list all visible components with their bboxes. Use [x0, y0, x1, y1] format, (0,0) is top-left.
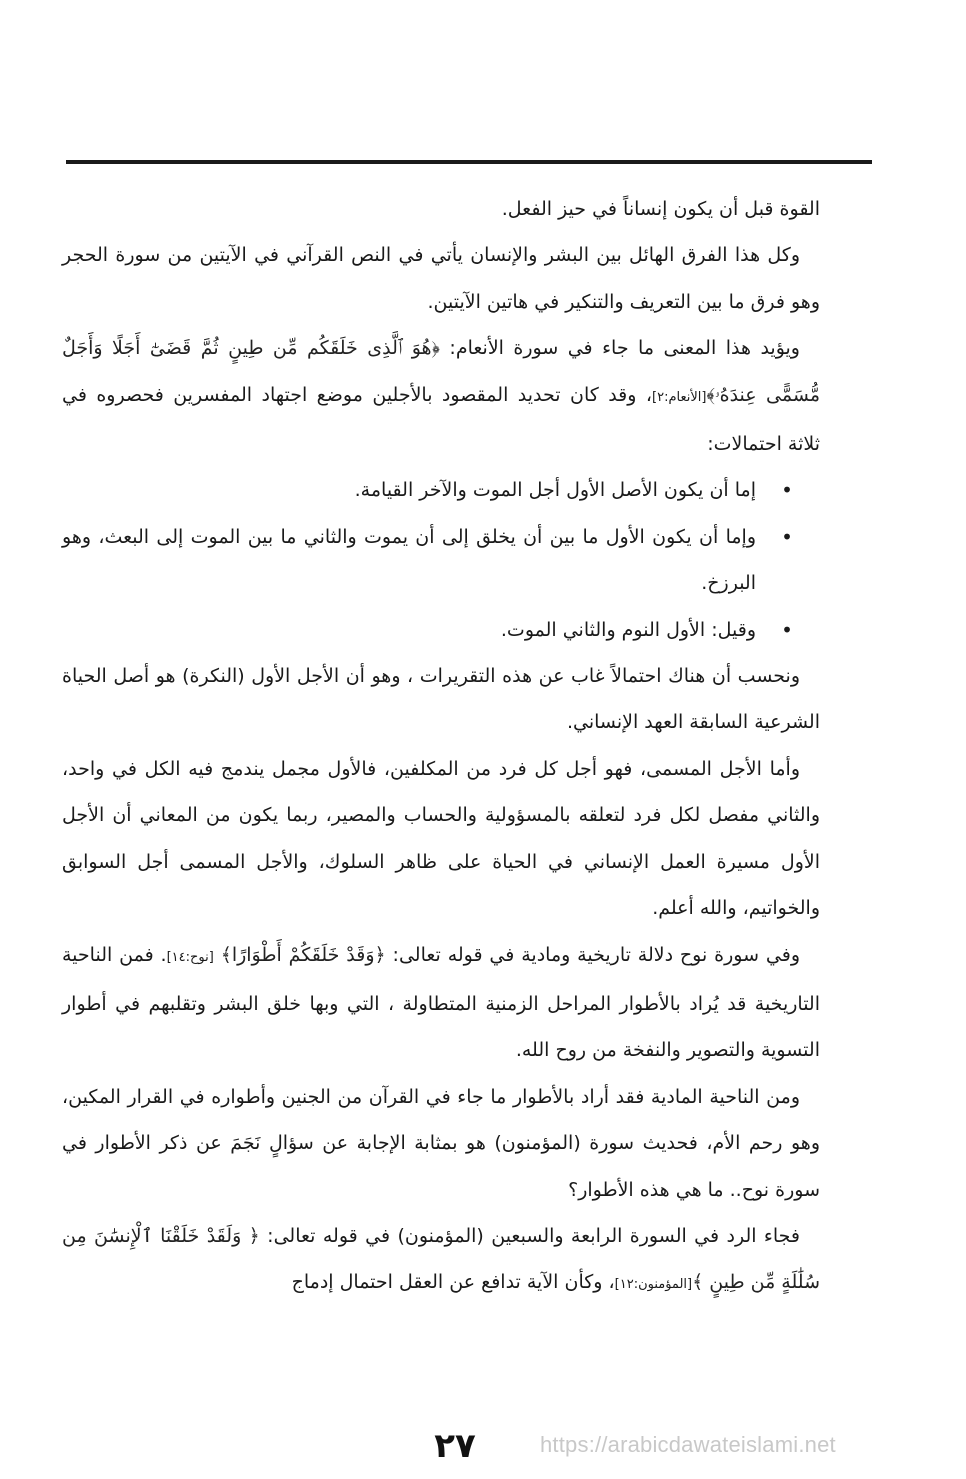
paragraph-6-text-b: . فمن الناحية التاريخية قد يُراد بالأطوار المراحل الزمنية المتطاولة ، التي وبها خلق البشر وتقلبهم في أطوار التسوية والتصوير والنفخة من روح الله. — [62, 943, 820, 1062]
paragraph-1: القوة قبل أن يكون إنساناً في حيز الفعل. — [501, 198, 820, 220]
paragraph-7: ومن الناحية المادية فقد أراد بالأطوار ما جاء في القرآن من الجنين وأطواره في القرار المكين، وهو رحم الأم، فحديث سورة (المؤمنون) هو بمثابة الإجابة عن سؤالٍ نَجَمَ عن ذكر الأطوار في سورة نوح.. ما هي هذه الأطوار؟ — [62, 1085, 820, 1201]
list-item — [62, 514, 820, 607]
verse-reference-nuh: [نوح:١٤] — [166, 949, 214, 965]
paragraph-4: ونحسب أن هناك احتمالاً غاب عن هذه التقريرات ، وهو أن الأجل الأول (النكرة) هو أصل الحياة الشرعية السابقة العهد الإنساني. — [62, 665, 820, 734]
watermark-url: https://arabicdawateislami.net — [540, 1432, 836, 1457]
paragraph-3-text-a: ويؤيد هذا المعنى ما جاء في سورة الأنعام: — [439, 337, 800, 360]
quran-verse-nuh: ﴿وَقَدْ خَلَقَكُمْ أَطْوَارًا﴾ — [220, 943, 386, 966]
list-item-text: وإما أن يكون الأول ما بين أن يخلق إلى أن يموت والثاني ما بين الموت إلى البعث، وهو البرزخ. — [62, 525, 756, 595]
list-item-text: إما أن يكون الأصل الأول أجل الموت والآخر القيامة. — [354, 479, 756, 502]
page-footer — [0, 1426, 966, 1470]
list-item — [62, 607, 820, 653]
header-rule — [66, 160, 872, 164]
interpretations-list — [62, 467, 820, 653]
list-item-text: وقيل: الأول النوم والثاني الموت. — [500, 618, 756, 641]
bullet-icon: • — [781, 617, 793, 642]
bullet-icon: • — [781, 478, 793, 503]
page-number: ٢٧ — [434, 1426, 476, 1466]
paragraph-2: وكل هذا الفرق الهائل بين البشر والإنسان يأتي في النص القرآني في الآيتين من سورة الحجر وهو فرق ما بين التعريف والتنكير في هاتين الآيتين. — [62, 244, 820, 313]
bullet-icon: • — [781, 524, 793, 549]
paragraph-5: وأما الأجل المسمى، فهو أجل كل فرد من المكلفين، فالأول مجمل يندمج فيه الكل في واحد، والثاني مفصل لكل فرد لتعلقه بالمسؤولية والحساب والمصير، ربما يكون من المعاني أن الأجل الأول مسيرة العمل الإنساني في الحياة على ظاهر السلوك، والأجل المسمى أجل السوابق والخواتيم، والله أعلم. — [62, 757, 820, 920]
body-text — [62, 186, 820, 1309]
paragraph-3-text-b: ، وقد كان تحديد المقصود بالأجلين موضع اجتهاد المفسرين فحصروه في ثلاثة احتمالات: — [62, 383, 820, 456]
paragraph-6-text-a: وفي سورة نوح دلالة تاريخية ومادية في قوله تعالى: — [385, 943, 800, 966]
quran-verse-anam: ﴿هُوَ ٱلَّذِى خَلَقَكُم مِّن طِينٍ ثُمَّ قَضَىٰٓ أَجَلًا وَأَجَلٌ مُّسَمًّى عِندَهُۥ﴾ — [62, 337, 820, 406]
verse-reference-muminun: [المؤمنون:١٢] — [614, 1277, 693, 1293]
paragraph-3 — [62, 325, 820, 467]
verse-reference-anam: [الأنعام:٢] — [652, 389, 707, 405]
list-item — [62, 467, 820, 513]
paragraph-8 — [62, 1213, 820, 1309]
quran-verse-muminun: ﴿ وَلَقَدْ خَلَقْنَا ٱلْإِنسَٰنَ مِن سُلَٰلَةٍ مِّن طِينٍ ﴾ — [62, 1224, 820, 1294]
paragraph-6 — [62, 932, 820, 1074]
paragraph-8-text-a: فجاء الرد في السورة الرابعة والسبعين (المؤمنون) في قوله تعالى: — [259, 1224, 800, 1247]
paragraph-8-text-b: ، وكأن الآية تدافع عن العقل احتمال إدماج — [291, 1271, 615, 1294]
